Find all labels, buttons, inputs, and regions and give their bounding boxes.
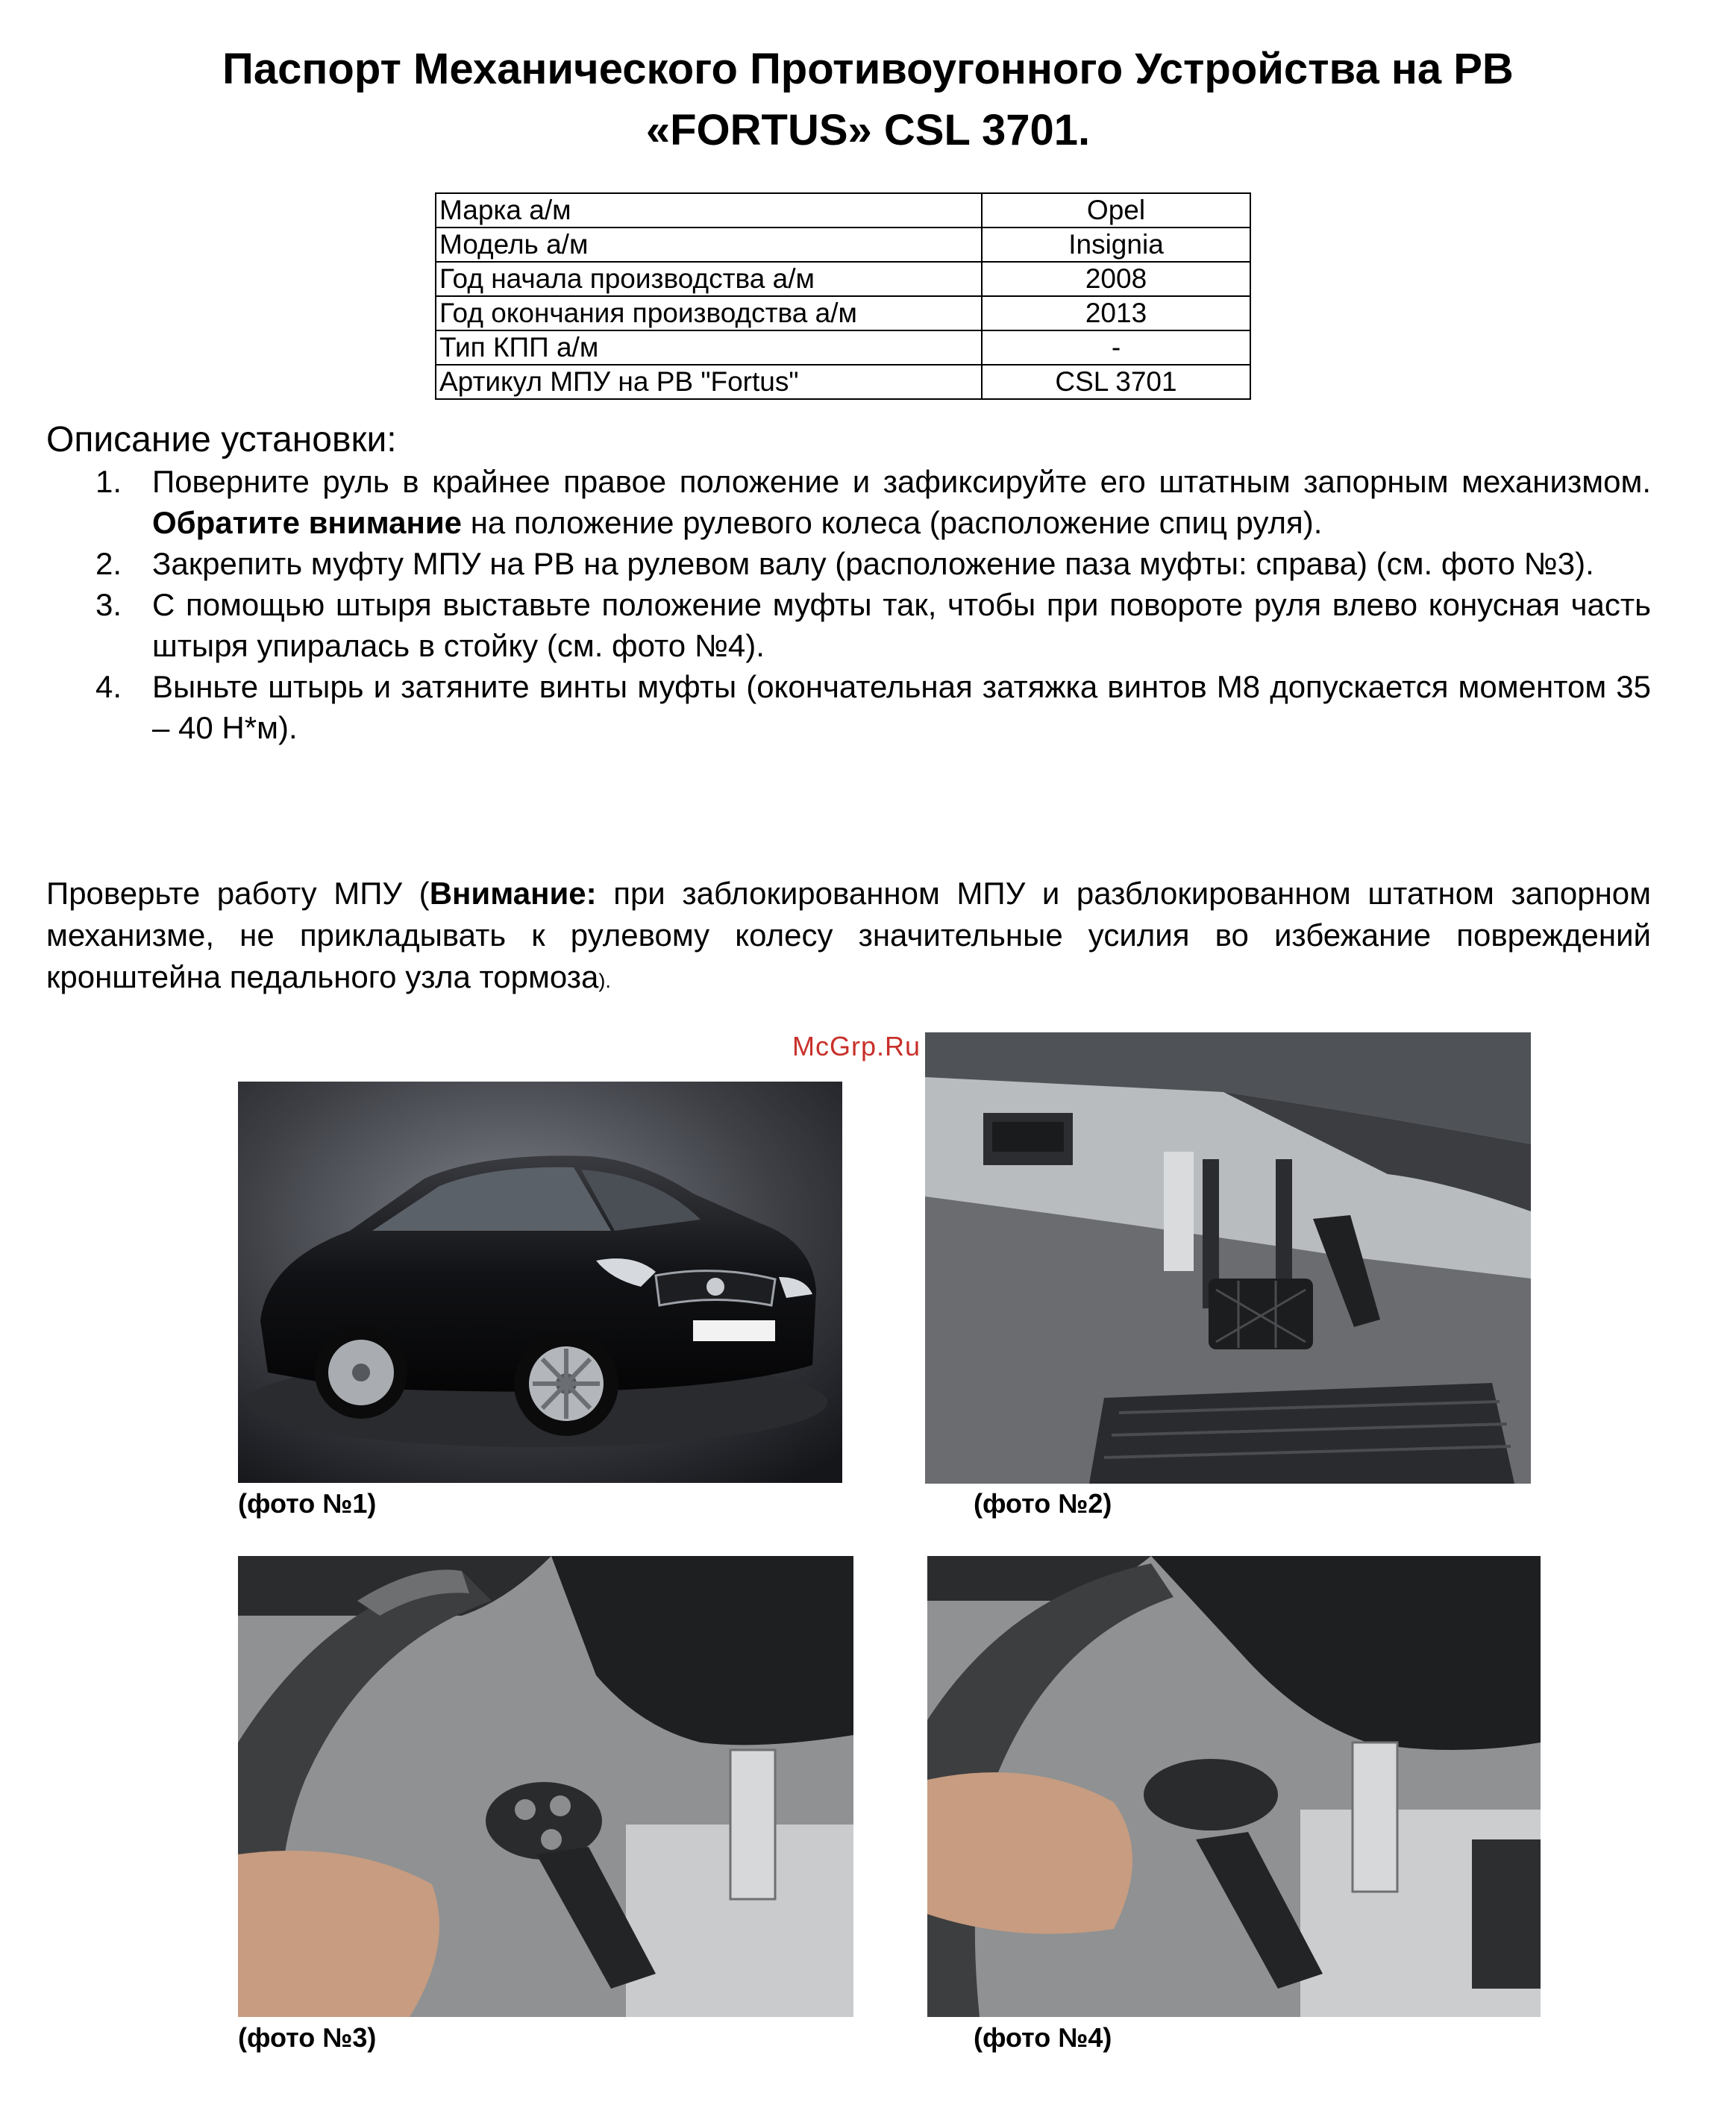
list-item <box>46 666 1651 748</box>
spec-table <box>435 192 1251 400</box>
step-number: 4. <box>95 669 122 704</box>
spec-value: CSL 3701 <box>982 365 1250 399</box>
list-item <box>46 584 1651 666</box>
installation-steps <box>46 461 1651 748</box>
list-item <box>46 543 1651 584</box>
list-item <box>46 461 1651 543</box>
step-text: С помощью штыря выставьте положение муфты так, чтобы при повороте руля влево конусная часть штыря упиралась в стойку (см. фото №4). <box>152 587 1651 663</box>
spec-label: Артикул МПУ на РВ "Fortus" <box>436 365 982 399</box>
spec-label: Марка а/м <box>436 193 982 228</box>
step-text: Выньте штырь и затяните винты муфты (окончательная затяжка винтов М8 допускается моментом 35 – 40 Н*м). <box>152 669 1651 745</box>
table-row <box>436 330 1250 365</box>
pedals-photo-icon <box>925 1032 1531 1484</box>
check-lead: Проверьте работу МПУ ( <box>46 876 430 911</box>
step-text: на положение рулевого колеса (расположение спиц руля). <box>470 505 1323 540</box>
step-number: 1. <box>95 464 122 499</box>
photo-caption: (фото №4) <box>974 2022 1112 2053</box>
spec-label: Год начала производства а/м <box>436 262 982 296</box>
title-line-2: «FORTUS» CSL 3701. <box>645 106 1091 154</box>
document-title <box>75 39 1661 161</box>
spec-value: 2013 <box>982 296 1250 330</box>
step-emphasis: Обратите внимание <box>152 505 463 540</box>
photo-caption: (фото №1) <box>238 1488 377 1519</box>
steering-coupling-photo-icon <box>238 1556 853 2017</box>
table-row <box>436 296 1250 330</box>
spec-value: - <box>982 330 1250 365</box>
spec-label: Модель а/м <box>436 228 982 262</box>
spec-label: Тип КПП а/м <box>436 330 982 365</box>
photo-caption: (фото №2) <box>974 1488 1112 1519</box>
check-text: при заблокированном МПУ и разблокированном штатном запорном механизме, не прикладывать к рулевому колесу значительные усилия во избежание повреждений кронштейна педального узла тормоза <box>46 876 1652 994</box>
table-row <box>436 365 1250 399</box>
steering-pin-photo-icon <box>927 1556 1541 2017</box>
spec-value: Insignia <box>982 228 1250 262</box>
title-line-1: Паспорт Механического Противоугонного Устройства на РВ <box>222 45 1514 93</box>
spec-value: Opel <box>982 193 1250 228</box>
table-row <box>436 262 1250 296</box>
spec-label: Год окончания производства а/м <box>436 296 982 330</box>
installation-heading: Описание установки: <box>46 420 397 459</box>
table-row <box>436 193 1250 228</box>
watermark: McGrp.Ru <box>792 1031 921 1061</box>
step-text: Поверните руль в крайнее правое положение и зафиксируйте его штатным запорным механизмом. <box>152 464 1651 499</box>
step-number: 2. <box>95 546 122 581</box>
check-paragraph <box>46 873 1651 1002</box>
check-warning-label: Внимание: <box>429 876 597 911</box>
step-number: 3. <box>95 587 122 622</box>
car-photo-icon <box>238 1082 842 1483</box>
table-row <box>436 228 1250 262</box>
step-text: Закрепить муфту МПУ на РВ на рулевом валу (расположение паза муфты: справа) (см. фото №3). <box>152 546 1594 581</box>
spec-value: 2008 <box>982 262 1250 296</box>
photo-caption: (фото №3) <box>238 2022 377 2053</box>
check-tail: ). <box>598 970 611 992</box>
